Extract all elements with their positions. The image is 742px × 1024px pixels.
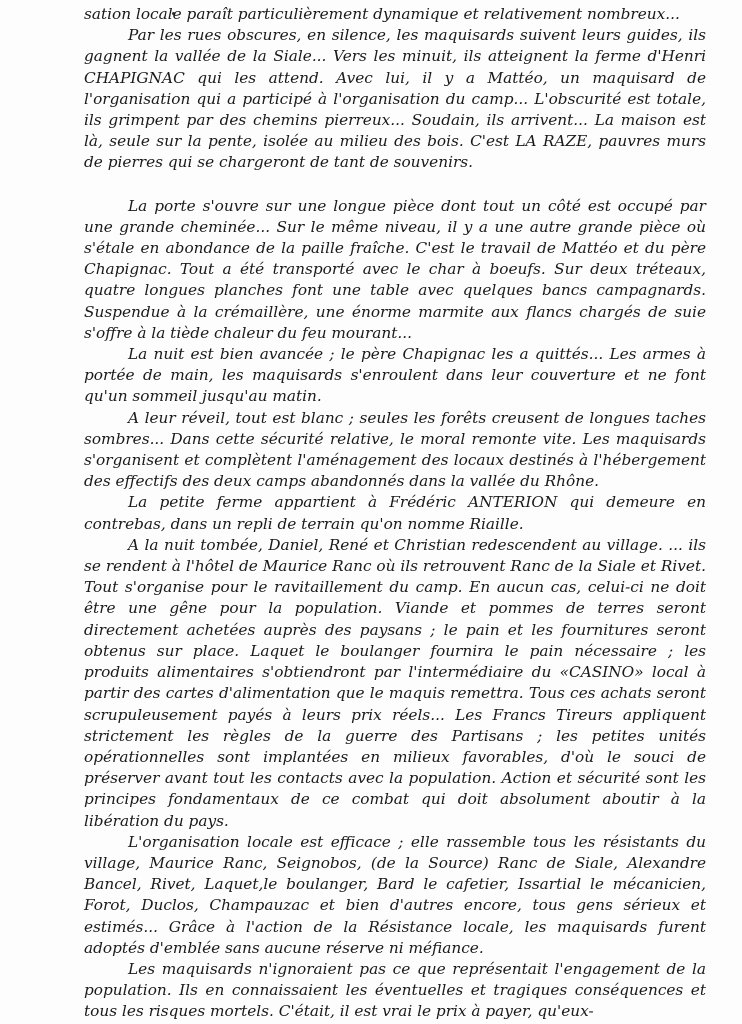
paragraph-5: A leur réveil, tout est blanc ; seules les forêts creusent de longues taches sombres... Dans cette sécurité relative, le moral remonte vite. Les maquisards s'organisent et complètent l'aménagement des locaux destinés à l'hébergement des effectifs des deux camps abandonnés dans la vallée du Rhône. [84, 408, 706, 491]
paragraph-7: A la nuit tombée, Daniel, René et Christian redescendent au village. ... ils se rendent à l'hôtel de Maurice Ranc où ils retrouvent Ranc de la Siale et Rivet. Tout s'organise pour le ravitaillement du camp. En aucun cas, celui-ci ne doit être une gêne pour la population. Viande et pommes de terres seront directement achetées auprès des paysans ; le pain et les fournitures seront obtenus sur place. Laquet le boulanger fournira le pain nécessaire ; les produits alimentaires s'obtiendront par l'intermédiaire du «CASINO» local à partir des cartes d'alimentation que le maquis remettra. Tous ces achats seront scrupuleusement payés à leurs prix réels... Les Francs Tireurs appliquent strictement les règles de la guerre des Partisans ; les petites unités opérationnelles sont implantées en milieux favorables, d'où le souci de préserver avant tout les contacts avec la population. Action et sécurité sont les principes fondamentaux de ce combat qui doit absolument aboutir à la libération du pays. [84, 535, 706, 830]
paragraph-3: La porte s'ouvre sur une longue pièce dont tout un côté est occupé par une grande cheminée... Sur le même niveau, il y a une autre grande pièce où s'étale en abondance de la paille fraîche. C'est le travail de Mattéo et du père Chapignac. Tout a été transporté avec le char à boeufs. Sur deux tréteaux, quatre longues planches font une table avec quelques bancs campagnards. Suspendue à la crémaillère, une énorme marmite aux flancs chargés de suie s'offre à la tiède chaleur du feu mourant... [84, 196, 706, 342]
paragraph-9: Les maquisards n'ignoraient pas ce que représentait l'engagement de la population. Ils en connaissaient les éventuelles et tragiques conséquences et tous les risques mortels. C'était, il est vrai le prix à payer, qu'eux- [84, 959, 706, 1021]
body-text [84, 4, 706, 1023]
paragraph-6: La petite ferme appartient à Frédéric ANTERION qui demeure en contrebas, dans un repli de terrain qu'on nomme Riaille. [84, 493, 706, 533]
paragraph-8: L'organisation locale est efficace ; elle rassemble tous les résistants du village, Maurice Ranc, Seignobos, (de la Source) Ranc de Siale, Alexandre Bancel, Rivet, Laquet,le boulanger, Bard le cafetier, Issartial le mécanicien, Forot, Duclos, Champauzac et bien d'autres encore, tous gens sérieux et estimés... Grâce à l'action de la Résistance locale, les maquisards furent adoptés d'emblée sans aucune réserve ni méfiance. [84, 832, 706, 957]
paragraph-2: Par les rues obscures, en silence, les maquisards suivent leurs guides, ils gagnent la vallée de la Siale... Vers les minuit, ils atteignent la ferme d'Henri CHAPIGNAC qui les attend. Avec lui, il y a Mattéo, un maquisard de l'organisation qui a participé à l'organisation du camp... L'obscurité est totale, ils grimpent par des chemins pierreux... Soudain, ils arrivent... La maison est là, seule sur la pente, isolée au milieu des bois. C'est LA RAZE, pauvres murs de pierres qui se chargeront de tant de souvenirs. [84, 26, 706, 172]
paragraph-1: sation locale paraît particulièrement dynamique et relativement nombreux... [84, 5, 680, 23]
paragraph-4: La nuit est bien avancée ; le père Chapignac les a quittés... Les armes à portée de main, les maquisards s'enroulent dans leur couverture et ne font qu'un sommeil jusqu'au matin. [84, 345, 706, 406]
